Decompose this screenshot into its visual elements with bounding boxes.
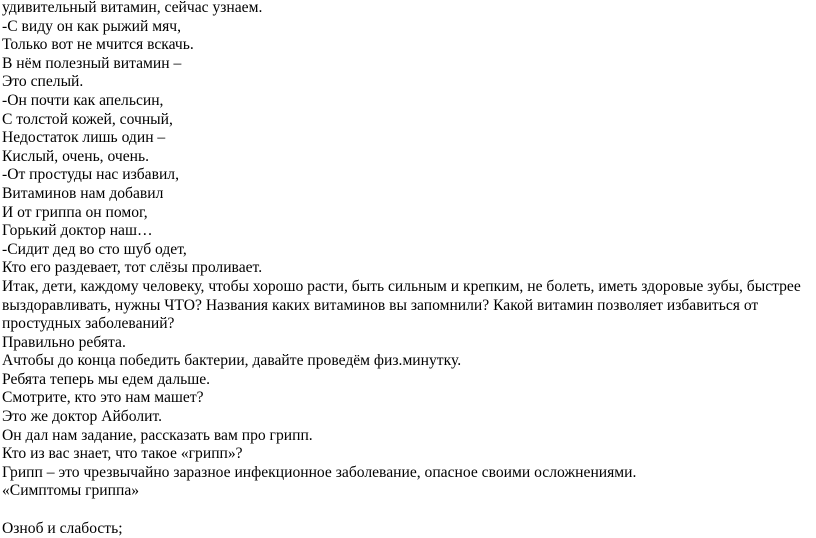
text-line: -Он почти как апельсин,	[2, 91, 164, 109]
text-line: Ачтобы до конца победить бактерии, давайте проведём физ.минутку.	[2, 352, 462, 370]
section-heading: «Симптомы гриппа»	[2, 482, 140, 500]
text-line: Это же доктор Айболит.	[2, 408, 162, 426]
text-line: В нём полезный витамин –	[2, 54, 182, 72]
text-line: Витаминов нам добавил	[2, 184, 164, 202]
text-line: Кто из вас знает, что такое «грипп»?	[2, 445, 243, 463]
text-line: Он дал нам задание, рассказать вам про грипп.	[2, 426, 313, 444]
text-line: Смотрите, кто это нам машет?	[2, 389, 204, 407]
text-line: Только вот не мчится вскачь.	[2, 36, 194, 54]
text-line: Кислый, очень, очень.	[2, 147, 149, 165]
text-line: -Сидит дед во сто шуб одет,	[2, 240, 187, 258]
text-line: Горький доктор наш…	[2, 222, 153, 240]
blank-line	[2, 501, 814, 520]
text-line: Правильно ребята.	[2, 333, 126, 351]
text-line: -От простуды нас избавил,	[2, 166, 179, 184]
text-line: -С виду он как рыжий мяч,	[2, 17, 182, 35]
text-line: Кто его раздевает, тот слёзы проливает.	[2, 259, 263, 277]
text-paragraph: Итак, дети, каждому человеку, чтобы хорошо расти, быть сильным и крепким, не болеть, иметь здоровые зубы, быстрее выздоравливать, нужны ЧТО? Названия каких витаминов вы запомнили? Какой витамин позволяет избавиться от простудных заболеваний?	[2, 277, 801, 333]
text-line: Недостаток лишь один –	[2, 129, 166, 147]
document-text	[2, 0, 814, 538]
text-line: Это спелый.	[2, 73, 84, 91]
text-line: Грипп – это чрезвычайно заразное инфекционное заболевание, опасное своими осложнениями.	[2, 463, 637, 481]
text-line: С толстой кожей, сочный,	[2, 110, 173, 128]
text-line: удивительный витамин, сейчас узнаем.	[2, 0, 263, 16]
text-line: Ребята теперь мы едем дальше.	[2, 370, 211, 388]
text-line: Озноб и слабость;	[2, 519, 123, 537]
text-line: И от гриппа он помог,	[2, 203, 148, 221]
